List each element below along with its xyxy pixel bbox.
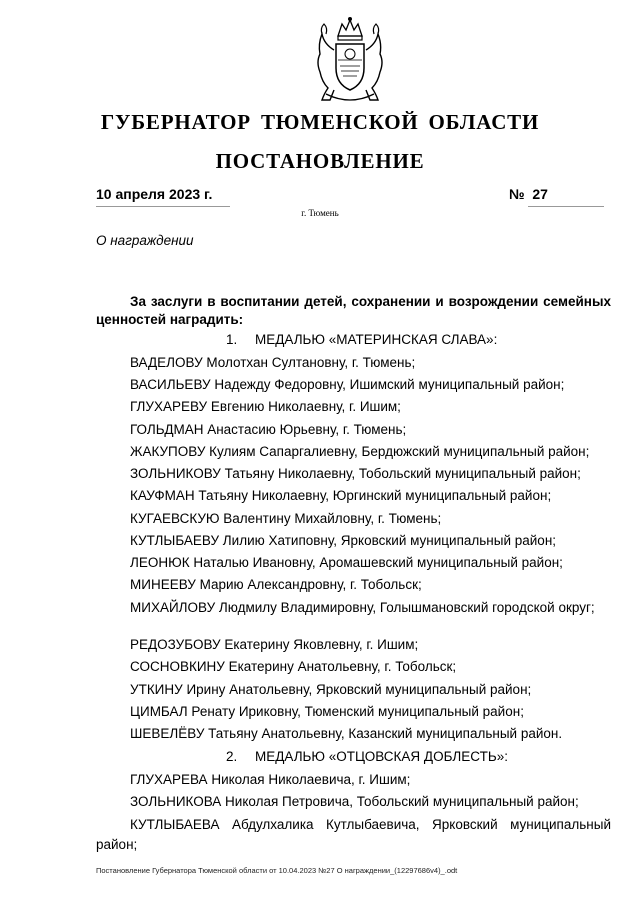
section-index: 2.: [226, 749, 238, 764]
list-item: ЦИМБАЛ Ренату Ириковну, Тюменский муниципальный район;: [130, 704, 524, 719]
list-item: ШЕВЕЛЁВУ Татьяну Анатольевну, Казанский муниципальный район.: [130, 726, 563, 741]
list-item: ЛЕОНЮК Наталью Ивановну, Аромашевский муниципальный район;: [130, 555, 563, 570]
list-item: ГЛУХАРЕВА Николая Николаевича, г. Ишим;: [130, 772, 411, 787]
list-item: КУТЛЫБАЕВА Абдулхалика Кутлыбаевича, Ярковский муниципальный район;: [96, 817, 611, 852]
list-item: КАУФМАН Татьяну Николаевну, Юргинский муниципальный район;: [130, 488, 552, 503]
list-item: МИХАЙЛОВУ Людмилу Владимировну, Голышмановский городской округ;: [130, 600, 595, 615]
list-item: ГОЛЬДМАН Анастасию Юрьевну, г. Тюмень;: [130, 422, 407, 437]
number-underline: [528, 206, 604, 207]
number-value: 27: [532, 186, 548, 202]
list-item: КУГАЕВСКУЮ Валентину Михайловну, г. Тюмень;: [130, 511, 442, 526]
list-item: УТКИНУ Ирину Анатольевну, Ярковский муниципальный район;: [130, 682, 532, 697]
document-number: [509, 186, 548, 202]
list-item: ВАДЕЛОВУ Молотхан Султановну, г. Тюмень;: [130, 355, 416, 370]
list-item: МИНЕЕВУ Марию Александровну, г. Тобольск;: [130, 577, 422, 592]
coat-of-arms-emblem: [304, 14, 396, 110]
list-item: ЖАКУПОВУ Кулиям Сапаргалиевну, Бердюжский муниципальный район;: [130, 444, 590, 459]
document-type: ПОСТАНОВЛЕНИЕ: [215, 149, 425, 173]
city: г. Тюмень: [301, 208, 339, 218]
number-label: №: [509, 186, 525, 202]
section-title: МЕДАЛЬЮ «ОТЦОВСКАЯ ДОБЛЕСТЬ»:: [255, 749, 508, 764]
list-item: ГЛУХАРЕВУ Евгению Николаевну, г. Ишим;: [130, 399, 401, 414]
document-date: 10 апреля 2023 г.: [96, 186, 213, 202]
list-item: КУТЛЫБАЕВУ Лилию Хатиповну, Ярковский муниципальный район;: [130, 533, 557, 548]
intro-paragraph: За заслуги в воспитании детей, сохранении и возрождении семейных ценностей наградить:: [96, 294, 611, 327]
list-item: ЗОЛЬНИКОВУ Татьяну Николаевну, Тобольский муниципальный район;: [130, 466, 581, 481]
list-item: ВАСИЛЬЕВУ Надежду Федоровну, Ишимский муниципальный район;: [130, 377, 565, 392]
file-footer: Постановление Губернатора Тюменской области от 10.04.2023 №27 О награждении_(12297686v4)_.odt: [96, 866, 458, 875]
date-underline: [96, 206, 230, 207]
authority-title: ГУБЕРНАТОР ТЮМЕНСКОЙ ОБЛАСТИ: [100, 110, 540, 134]
section-title: МЕДАЛЬЮ «МАТЕРИНСКАЯ СЛАВА»:: [255, 332, 498, 347]
list-item: СОСНОВКИНУ Екатерину Анатольевну, г. Тобольск;: [130, 659, 457, 674]
list-item: РЕДОЗУБОВУ Екатерину Яковлевну, г. Ишим;: [130, 637, 419, 652]
list-item: ЗОЛЬНИКОВА Николая Петровича, Тобольский муниципальный район;: [130, 794, 579, 809]
section-index: 1.: [226, 332, 238, 347]
document-subject: О награждении: [96, 233, 194, 248]
